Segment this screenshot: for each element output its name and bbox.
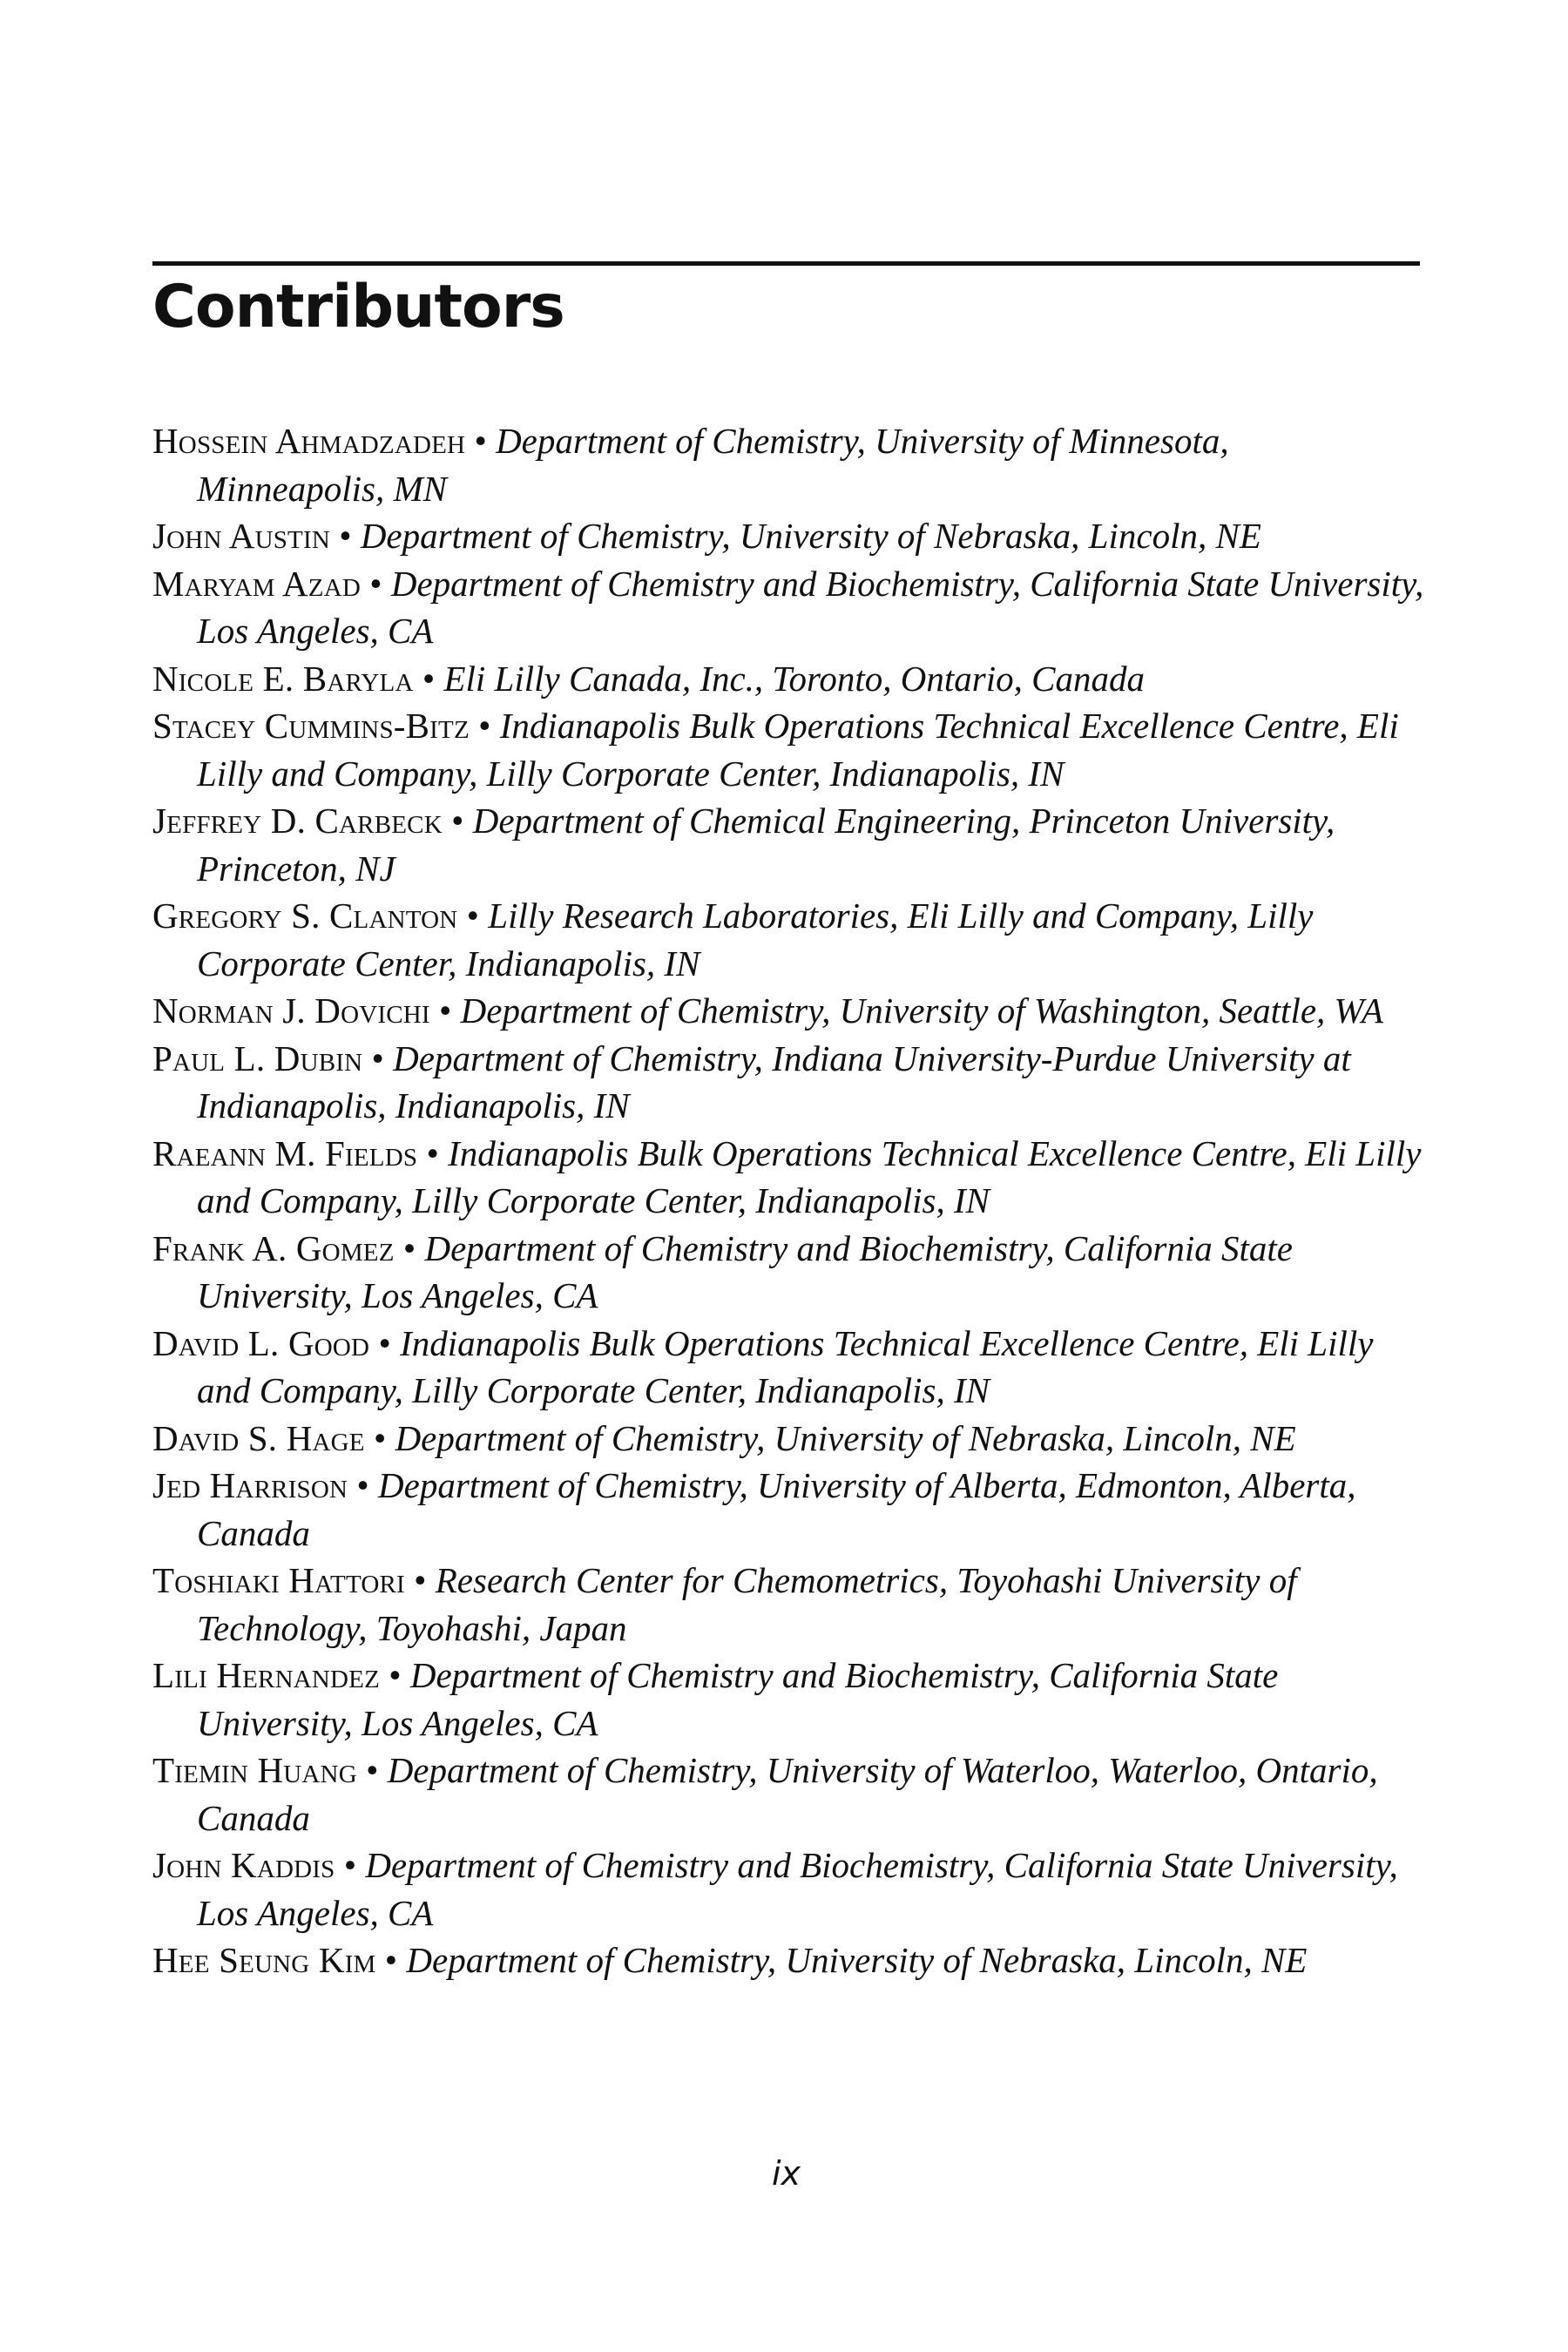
bullet-separator: •: [422, 658, 436, 699]
contributor-name: Jeffrey D. Carbeck: [152, 801, 443, 841]
bullet-separator: •: [378, 1322, 391, 1363]
contributor-affiliation: Department of Chemical Engineering, Princeton University, Princeton, NJ: [197, 801, 1335, 889]
contributor-affiliation: Department of Chemistry, Indiana University-Purdue University at Indianapolis, Indianapolis, IN: [197, 1037, 1351, 1125]
contributor-affiliation: Department of Chemistry, University of Alberta, Edmonton, Alberta, Canada: [197, 1465, 1356, 1553]
bullet-separator: •: [373, 1417, 387, 1458]
bullet-separator: •: [356, 1465, 369, 1505]
contributor-affiliation: Department of Chemistry and Biochemistry, California State University, Los Angeles, CA: [197, 1227, 1293, 1315]
contributor-name: Nicole E. Baryla: [152, 658, 414, 699]
bullet-separator: •: [414, 1560, 427, 1600]
contributor-name: Hee Seung Kim: [152, 1940, 376, 1980]
bullet-separator: •: [369, 563, 382, 604]
contributor-entry: [152, 1225, 1424, 1320]
contributor-affiliation: Indianapolis Bulk Operations Technical Excellence Centre, Eli Lilly and Company, Lilly Corporate Center, Indianapolis, IN: [197, 1132, 1422, 1220]
contributor-entry: [152, 1936, 1424, 1984]
contributor-affiliation: Department of Chemistry, University of Minnesota, Minneapolis, MN: [197, 421, 1229, 509]
contributor-name: Gregory S. Clanton: [152, 896, 458, 936]
contributor-affiliation: Department of Chemistry and Biochemistry, California State University, Los Angeles, CA: [197, 1655, 1279, 1743]
bullet-separator: •: [439, 990, 452, 1031]
contributor-entry: [152, 655, 1424, 703]
bullet-separator: •: [384, 1940, 398, 1980]
bullet-separator: •: [426, 1132, 439, 1173]
contributor-entry: [152, 797, 1424, 892]
contributor-entry: [152, 1320, 1424, 1415]
contributor-name: Maryam Azad: [152, 563, 361, 604]
contributor-affiliation: Eli Lilly Canada, Inc., Toronto, Ontario, Canada: [443, 658, 1145, 699]
contributor-affiliation: Department of Chemistry and Biochemistry, California State University, Los Angeles, CA: [197, 563, 1424, 651]
contributor-name: Frank A. Gomez: [152, 1227, 395, 1268]
bullet-separator: •: [478, 706, 491, 746]
contributor-affiliation: Indianapolis Bulk Operations Technical Excellence Centre, Eli Lilly and Company, Lilly Corporate Center, Indianapolis, IN: [197, 1322, 1374, 1410]
contributor-entry: [152, 1557, 1424, 1652]
contributor-entry: [152, 1462, 1424, 1557]
contributor-name: Hossein Ahmadzadeh: [152, 421, 466, 461]
bullet-separator: •: [466, 896, 480, 936]
contributor-affiliation: Department of Chemistry, University of Nebraska, Lincoln, NE: [406, 1940, 1308, 1980]
bullet-separator: •: [366, 1750, 379, 1790]
contributor-entry: [152, 1035, 1424, 1130]
bullet-separator: •: [339, 516, 352, 556]
contributor-affiliation: Lilly Research Laboratories, Eli Lilly and Company, Lilly Corporate Center, Indianapolis, IN: [197, 896, 1314, 983]
contributor-entry: [152, 702, 1424, 797]
contributor-affiliation: Department of Chemistry, University of Waterloo, Waterloo, Ontario, Canada: [197, 1750, 1378, 1838]
contributor-affiliation: Department of Chemistry, University of Nebraska, Lincoln, NE: [395, 1417, 1296, 1458]
contributor-name: Stacey Cummins-Bitz: [152, 706, 470, 746]
book-page: [152, 0, 1424, 2352]
contributor-entry: [152, 892, 1424, 987]
contributor-name: John Kaddis: [152, 1845, 335, 1885]
contributor-name: Norman J. Dovichi: [152, 990, 430, 1031]
bullet-separator: •: [402, 1227, 416, 1268]
contributor-name: Lili Hernandez: [152, 1655, 380, 1695]
contributor-affiliation: Department of Chemistry, University of Nebraska, Lincoln, NE: [360, 516, 1261, 556]
contributor-name: John Austin: [152, 516, 330, 556]
contributor-entry: [152, 417, 1424, 512]
contributor-entry: [152, 1652, 1424, 1747]
contributors-list: [152, 417, 1424, 1984]
contributor-entry: [152, 1415, 1424, 1463]
contributor-affiliation: Indianapolis Bulk Operations Technical Excellence Centre, Eli Lilly and Company, Lilly Corporate Center, Indianapolis, IN: [197, 706, 1399, 794]
contributor-entry: [152, 560, 1424, 655]
bullet-separator: •: [343, 1845, 357, 1885]
bullet-separator: •: [474, 421, 487, 461]
contributor-entry: [152, 987, 1424, 1035]
contributor-entry: [152, 1842, 1424, 1936]
contributor-affiliation: Department of Chemistry and Biochemistry, California State University, Los Angeles, CA: [197, 1845, 1398, 1933]
bullet-separator: •: [371, 1037, 384, 1078]
bullet-separator: •: [451, 801, 464, 841]
contributor-name: Raeann M. Fields: [152, 1132, 418, 1173]
contributor-entry: [152, 1747, 1424, 1842]
contributor-name: David S. Hage: [152, 1417, 365, 1458]
contributor-entry: [152, 1130, 1424, 1225]
title-rule: [152, 261, 1420, 266]
contributor-affiliation: Department of Chemistry, University of Washington, Seattle, WA: [460, 990, 1383, 1031]
contributor-name: Paul L. Dubin: [152, 1037, 363, 1078]
contributor-name: Tiemin Huang: [152, 1750, 357, 1790]
contributor-affiliation: Research Center for Chemometrics, Toyohashi University of Technology, Toyohashi, Japan: [197, 1560, 1297, 1648]
bullet-separator: •: [389, 1655, 402, 1695]
contributor-entry: [152, 512, 1424, 560]
page-title: Contributors: [152, 273, 564, 341]
contributor-name: Toshiaki Hattori: [152, 1560, 405, 1600]
contributor-name: Jed Harrison: [152, 1465, 348, 1505]
contributor-name: David L. Good: [152, 1322, 370, 1363]
page-number: ix: [771, 2154, 801, 2193]
